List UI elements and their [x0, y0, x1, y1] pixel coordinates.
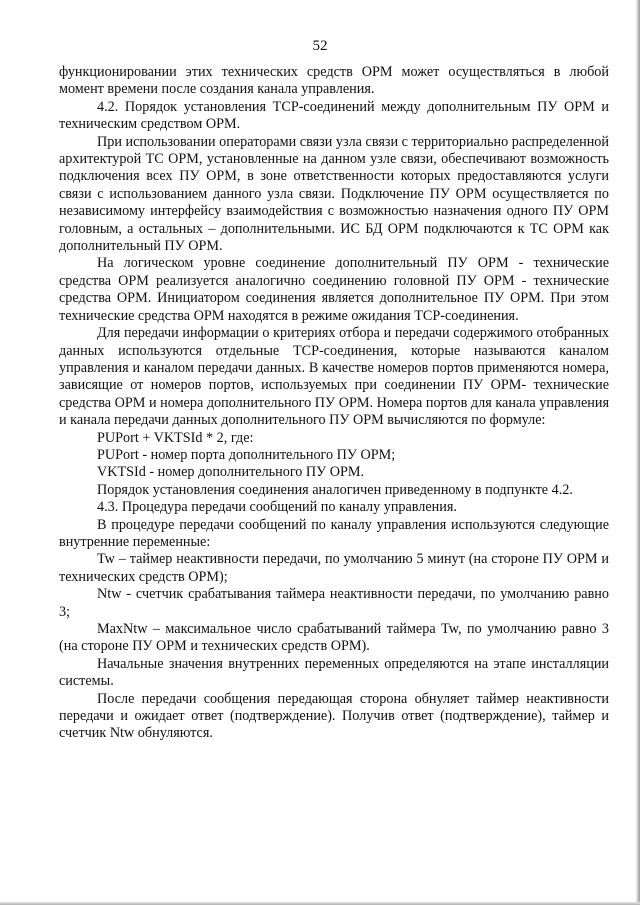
paragraph: Для передачи информации о критериях отбора и передачи содержимого отобранных данных используются отдельные TCP-соединения, которые называются каналом управления и каналом передачи данных. В качестве номеров портов применяются номера, зависящие от номеров портов, используемых при соединении ПУ ОРМ- технические средства ОРМ и номера дополнительного ПУ ОРМ. Номера портов для канала управления и канала передачи данных дополнительного ПУ ОРМ вычисляются по формуле: — [59, 325, 609, 429]
variable-definition: Ntw - счетчик срабатывания таймера неактивности передачи, по умолчанию равно 3; — [59, 586, 609, 620]
paragraph: Начальные значения внутренних переменных определяются на этапе инсталляции системы. — [59, 655, 609, 690]
formula-definition: VKTSId - номер дополнительного ПУ ОРМ. — [97, 464, 365, 481]
formula-line: PUPort + VKTSId * 2, где: — [97, 429, 254, 446]
paragraph: В процедуре передачи сообщений по каналу управления используются следующие внутренние переменные: — [59, 516, 609, 550]
section-heading-4-2: 4.2. Порядок установления TCP-соединений между дополнительным ПУ ОРМ и техническим средством ОРМ. — [59, 98, 609, 133]
variable-definition: Tw – таймер неактивности передачи, по умолчанию 5 минут (на стороне ПУ ОРМ и технических средств ОРМ); — [59, 551, 609, 585]
paragraph: При использовании операторами связи узла связи с территориально распределенной архитектурой ТС ОРМ, установленные на данном узле связи, обеспечивают возможность подключения всех ПУ ОРМ, в зоне ответственности которых предоставляются услуги связи с использованием данного узла связи. Подключение ПУ ОРМ осуществляется по независимому интерфейсу взаимодействия с возможностью назначения одного ПУ ОРМ головным, а остальных – дополнительными. ИС БД ОРМ подключаются к ТС ОРМ как дополнительный ПУ ОРМ. — [59, 133, 609, 255]
formula-definition: PUPort - номер порта дополнительного ПУ ОРМ; — [97, 446, 396, 463]
paragraph-continuation: функционировании этих технических средств ОРМ может осуществляться в любой момент времени после создания канала управления. — [59, 64, 609, 98]
scan-edge-right — [636, 0, 640, 905]
paragraph: После передачи сообщения передающая сторона обнуляет таймер неактивности передачи и ожидает ответ (подтверждение). Получив ответ (подтверждение), таймер и счетчик Ntw обнуляются. — [59, 690, 609, 742]
variable-definition: MaxNtw – максимальное число срабатываний таймера Tw, по умолчанию равно 3 (на стороне ПУ ОРМ и технических средств ОРМ). — [59, 621, 609, 655]
document-body — [59, 64, 609, 743]
paragraph: Порядок установления соединения аналогичен приведенному в подпункте 4.2. — [97, 481, 573, 498]
section-heading-4-3: 4.3. Процедура передачи сообщений по каналу управления. — [97, 499, 457, 516]
paragraph: На логическом уровне соединение дополнительный ПУ ОРМ - технические средства ОРМ реализуется аналогично соединению головной ПУ ОРМ - технические средства ОРМ. Инициатором соединения является дополнительное ПУ ОРМ. При этом технические средства ОРМ находятся в режиме ожидания TCP-соединения. — [59, 255, 609, 324]
page-number: 52 — [312, 38, 328, 54]
